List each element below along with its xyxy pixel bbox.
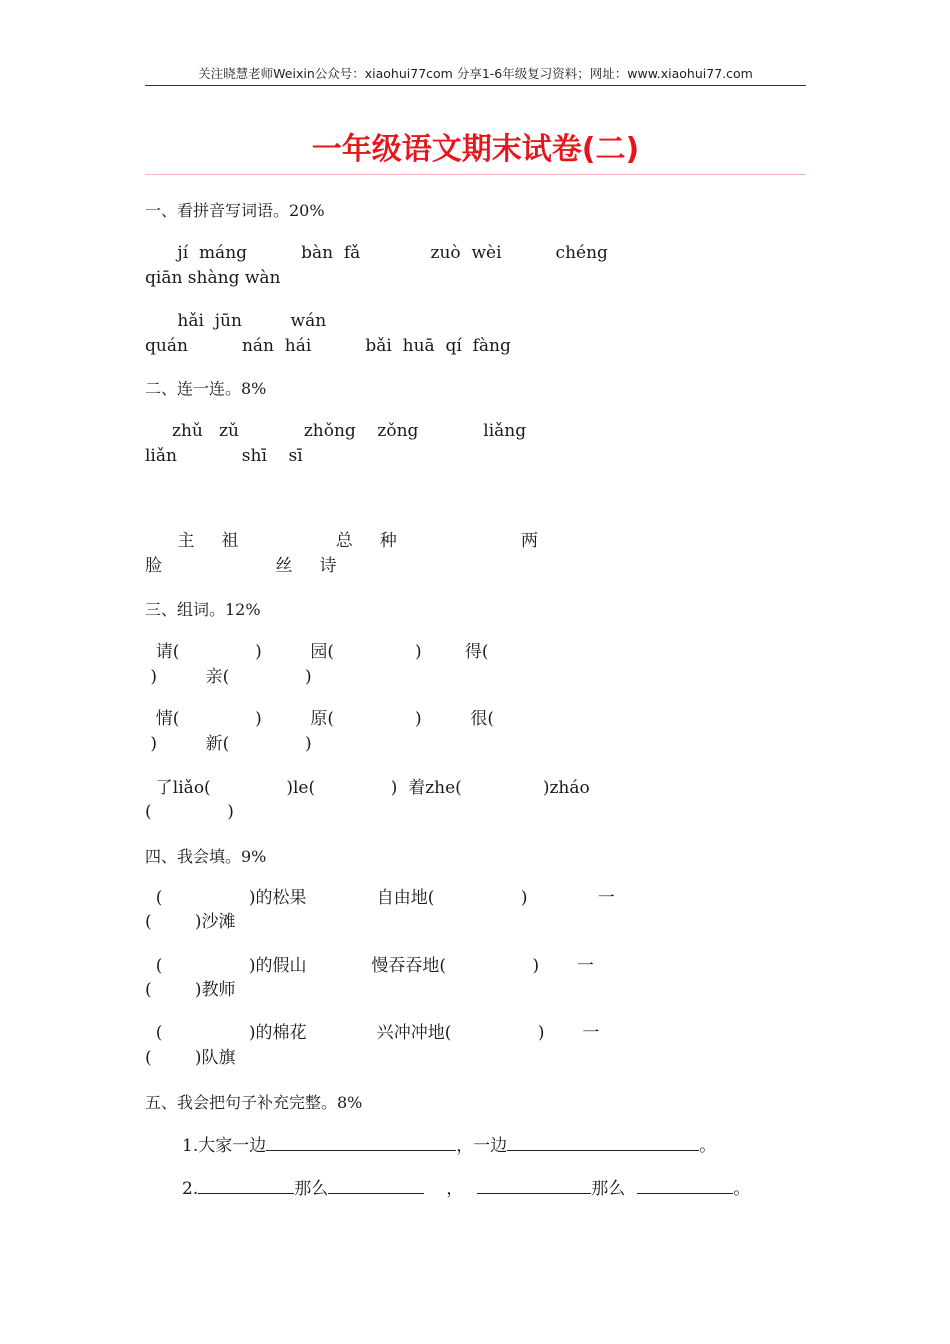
sentence-2-end: 。	[733, 1179, 751, 1199]
page-header: 关注晓慧老师Weixin公众号：xiaohui77com 分享1-6年级复习资料；网址：www.xiaohui77.com	[198, 66, 753, 81]
pinyin-row: zhǔ zǔ zhǒng zǒng liǎng	[145, 421, 527, 441]
answer-blank[interactable]	[198, 1175, 294, 1194]
sentence-2-word: 那么	[294, 1179, 329, 1199]
pinyin-row: hǎi jūn wán	[145, 311, 327, 331]
word-row: 请( ) 园( ) 得(	[145, 642, 489, 662]
sentence-2-comma: ，	[446, 1179, 464, 1199]
title-rule	[145, 174, 806, 175]
sentence-1-middle: ，一边	[456, 1136, 508, 1156]
pinyin-row: jí máng bàn fǎ zuò wèi chéng	[145, 243, 608, 263]
character-row: 脸 丝 诗	[145, 556, 337, 576]
word-row: ) 亲( )	[145, 667, 312, 687]
sentence-1	[182, 1132, 716, 1159]
answer-blank[interactable]	[477, 1175, 591, 1194]
fill-row: ( )的松果 自由地( ) 一	[145, 888, 615, 908]
section-5-heading: 五、我会把句子补充完整。8%	[145, 1093, 363, 1112]
section-2-heading: 二、连一连。8%	[145, 379, 267, 398]
section-4-heading: 四、我会填。9%	[145, 847, 267, 866]
pinyin-row: qiān shàng wàn	[145, 268, 281, 288]
word-row: ) 新( )	[145, 734, 312, 754]
fill-row: ( )沙滩	[145, 912, 236, 932]
sentence-2-word: 那么	[591, 1179, 626, 1199]
section-1-heading: 一、看拼音写词语。20%	[145, 201, 325, 220]
answer-blank[interactable]	[637, 1175, 733, 1194]
sentence-2	[182, 1175, 750, 1202]
sentence-2-prefix: 2.	[182, 1179, 199, 1199]
character-row: 主 祖 总 种 两	[145, 531, 539, 551]
word-row: 情( ) 原( ) 很(	[145, 709, 494, 729]
sentence-1-end: 。	[699, 1136, 717, 1156]
fill-row: ( )的假山 慢吞吞地( ) 一	[145, 956, 594, 976]
word-row: 了liǎo( )le( ) 着zhe( )zháo	[145, 778, 590, 798]
answer-blank[interactable]	[266, 1132, 456, 1151]
pinyin-row: quán nán hái bǎi huā qí fàng	[145, 336, 511, 356]
pinyin-row: liǎn shī sī	[145, 446, 303, 466]
answer-blank[interactable]	[328, 1175, 424, 1194]
fill-row: ( )的棉花 兴冲冲地( ) 一	[145, 1023, 600, 1043]
page-title: 一年级语文期末试卷(二)	[311, 132, 640, 167]
section-3-heading: 三、组词。12%	[145, 600, 261, 619]
word-row: ( )	[145, 802, 234, 822]
header-rule	[145, 85, 806, 86]
fill-row: ( )队旗	[145, 1048, 236, 1068]
answer-blank[interactable]	[507, 1132, 699, 1151]
sentence-1-prefix: 1.大家一边	[182, 1136, 267, 1156]
fill-row: ( )教师	[145, 980, 236, 1000]
